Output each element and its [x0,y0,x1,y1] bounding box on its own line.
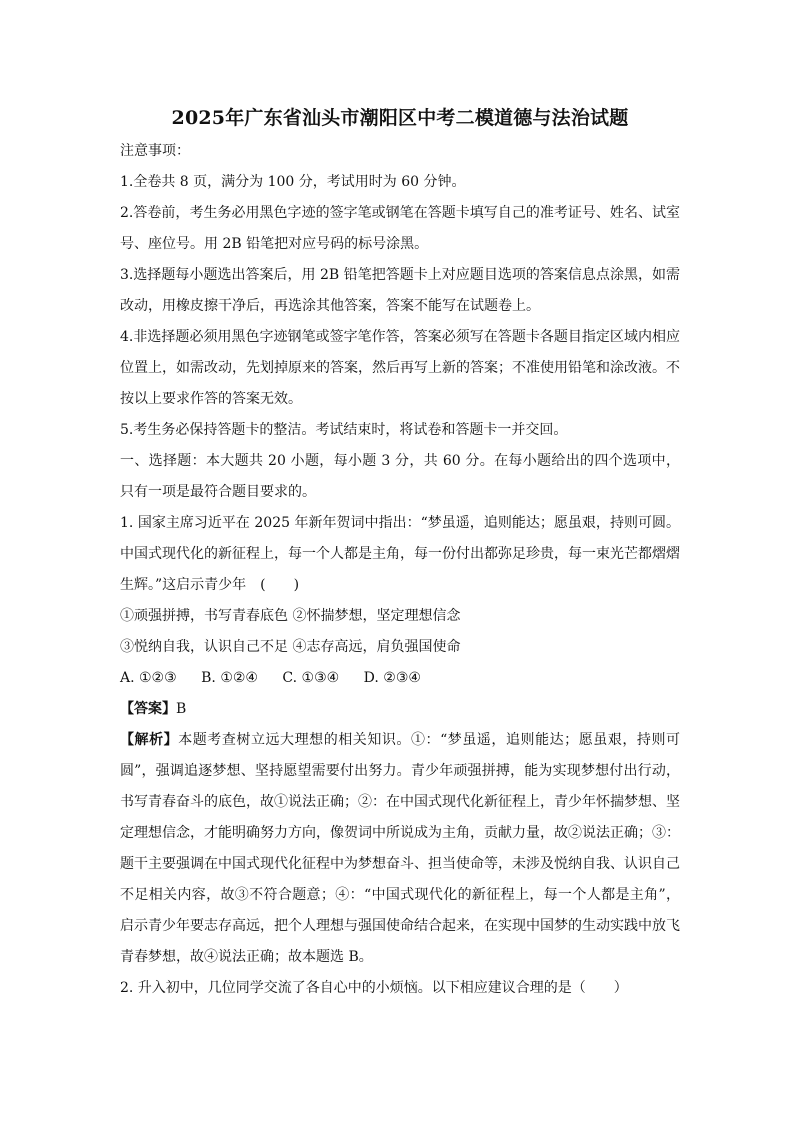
document-content [120,100,680,1004]
question-1-analysis [120,725,680,973]
question-1-options-line-2: ③悦纳自我，认识自己不足 ④志存高远，肩负强国使命 [120,639,461,655]
choice-b: B. ①②④ [201,670,258,686]
analysis-label: 【解析】 [120,732,179,748]
notice-item-5: 5.考生务必保持答题卡的整洁。考试结束时，将试卷和答题卡一并交回。 [120,422,568,438]
answer-value: B [176,701,187,717]
analysis-text: 本题考查树立远大理想的相关知识。①：“梦虽遥，追则能达；愿虽艰，持则可圆”，强调追逐梦想、坚持愿望需要付出努力。青少年顽强拼搏，能为实现梦想付出行动，书写青春奋斗的底色，故①说法正确；②：在中国式现代化新征程上，青少年怀揣梦想、坚定理想信念，才能明确努力方向，像贺词中所说成为主角，贡献力量，故②说法正确；③：题干主要强调在中国式现代化征程中为梦想奋斗、担当使命等，未涉及悦纳自我、认识自己不足相关内容，故③不符合题意；④：“中国式现代化的新征程上，每一个人都是主角”，启示青少年要志存高远，把个人理想与强国使命结合起来，在实现中国梦的生动实践中放飞青春梦想，故④说法正确；故本题选 B。 [120,732,681,965]
notice-item-3: 3.选择题每小题选出答案后，用 2B 铅笔把答题卡上对应题目选项的答案信息点涂黑，如需改动，用橡皮擦干净后，再选涂其他答案，答案不能写在试题卷上。 [120,267,680,314]
question-1-stem: 1. 国家主席习近平在 2025 年新年贺词中指出：“梦虽遥，追则能达；愿虽艰，持则可圆。中国式现代化的新征程上，每一个人都是主角，每一份付出都弥足珍贵，每一束光芒都熠熠生辉。”这启示青少年 ( ) [120,515,680,593]
notice-item-4: 4.非选择题必须用黑色字迹钢笔或签字笔作答，答案必须写在答题卡各题目指定区域内相应位置上，如需改动，先划掉原来的答案，然后再写上新的答案；不准使用铅笔和涂改液。不按以上要求作答的答案无效。 [120,329,680,407]
choice-c: C. ①③④ [282,670,340,686]
page-title: 2025年广东省汕头市潮阳区中考二模道德与法治试题 [171,107,629,129]
section-heading: 一、选择题：本大题共 20 小题，每小题 3 分，共 60 分。在每小题给出的四个选项中，只有一项是最符合题目要求的。 [120,453,680,500]
question-1-choices [120,663,680,694]
notice-item-1: 1.全卷共 8 页，满分为 100 分，考试用时为 60 分钟。 [120,174,466,190]
answer-label: 【答案】 [120,701,176,717]
choice-a: A. ①②③ [120,670,177,686]
notice-heading: 注意事项： [120,143,190,159]
choice-d: D. ②③④ [363,670,421,686]
question-1-answer [120,694,680,725]
question-2-stem: 2. 升入初中，几位同学交流了各自心中的小烦恼。以下相应建议合理的是（ ） [120,980,628,996]
question-1-options-line-1: ①顽强拼搏，书写青春底色 ②怀揣梦想，坚定理想信念 [120,608,461,624]
notice-item-2: 2.答卷前，考生务必用黑色字迹的签字笔或钢笔在答题卡填写自己的准考证号、姓名、试室号、座位号。用 2B 铅笔把对应号码的标号涂黑。 [120,205,680,252]
